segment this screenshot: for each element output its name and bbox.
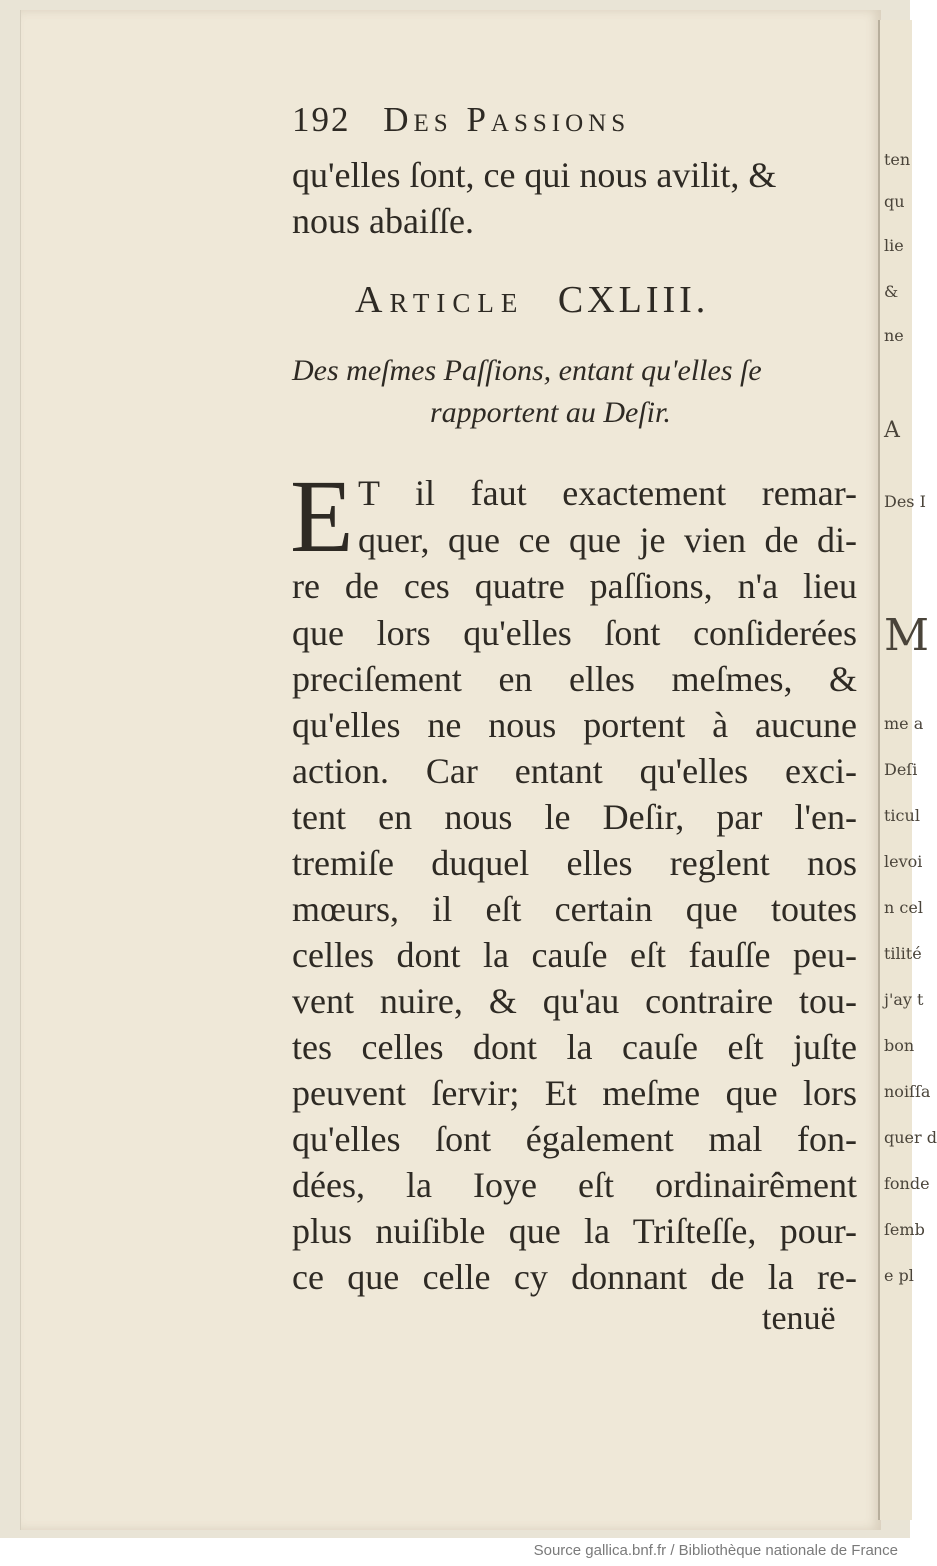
text-line: plus nuiſible que la Triſteſſe, pour- [292,1211,857,1251]
catchword: tenuë [762,1300,836,1337]
text-line: dées, la Ioye eſt ordinairêment [292,1165,857,1205]
text-line: vent nuire, & qu'au contraire tou- [292,981,857,1021]
facing-page-fragment: n cel [884,898,923,917]
facing-page-fragment: bon [884,1036,915,1055]
running-header [292,100,630,140]
text-line: celles dont la cauſe eſt fauſſe peu- [292,935,857,975]
facing-page-fragment: ten [884,150,911,169]
text-line: T il faut exactement remar- [358,473,857,513]
article-subtitle-line: Des meſmes Paſſions, entant qu'elles ſe [292,354,762,387]
text-line: mœurs, il eſt certain que toutes [292,889,857,929]
article-heading [355,278,709,322]
facing-page-fragment: Des I [884,492,926,511]
text-line: nous abaiſſe. [292,201,474,241]
facing-page-fragment: ſemb [884,1220,925,1239]
facing-page-fragment: noiſſa [884,1082,931,1101]
facing-page-fragment: A [884,418,900,443]
facing-page-fragment: tilité [884,944,922,963]
text-line: qu'elles ne nous portent à aucune [292,705,857,745]
facing-page-fragment: quer d [884,1128,937,1147]
facing-page-fragment: qu [884,192,905,211]
text-line: ce que celle cy donnant de la re- [292,1257,857,1297]
drop-cap: E [290,459,354,574]
facing-page-fragment: me a [884,714,924,733]
text-line: re de ces quatre paſſions, n'a lieu [292,566,857,606]
facing-page-fragment: levoi [884,852,923,871]
text-line: qu'elles ſont, ce qui nous avilit, & [292,155,777,195]
facing-page-fragment: j'ay t [884,990,924,1009]
facing-page-fragment: e pl [884,1266,914,1285]
facing-page-fragment: M [884,610,930,661]
facing-page-edge [878,20,937,1520]
text-line: quer, que ce que je vien de di- [358,520,857,560]
page-number: 192 [292,100,351,139]
text-line: que lors qu'elles ſont conſiderées [292,613,857,653]
article-subtitle-line: rapportent au Deſir. [430,396,671,429]
text-line: action. Car entant qu'elles exci- [292,751,857,791]
running-title: Des Passions [383,100,631,139]
source-credit: Source gallica.bnf.fr / Bibliothèque nationale de France [533,1542,898,1559]
text-line: tes celles dont la cauſe eſt juſte [292,1027,857,1067]
text-line: tremiſe duquel elles reglent nos [292,843,857,883]
facing-page-fragment: Deſi [884,760,918,779]
facing-page-fragment: & [884,282,899,301]
text-line: peuvent ſervir; Et meſme que lors [292,1073,857,1113]
article-label: Article [355,279,525,321]
source-footer [0,1538,910,1566]
text-line: tent en nous le Deſir, par l'en- [292,797,857,837]
text-line: qu'elles ſont également mal fon- [292,1119,857,1159]
facing-page-fragment: ticul [884,806,920,825]
text-line: preciſement en elles meſmes, & [292,659,857,699]
article-number: CXLIII. [557,279,710,321]
facing-page-fragment: lie [884,236,904,255]
facing-page-fragment: ne [884,326,904,345]
facing-page-fragment: fonde [884,1174,930,1193]
